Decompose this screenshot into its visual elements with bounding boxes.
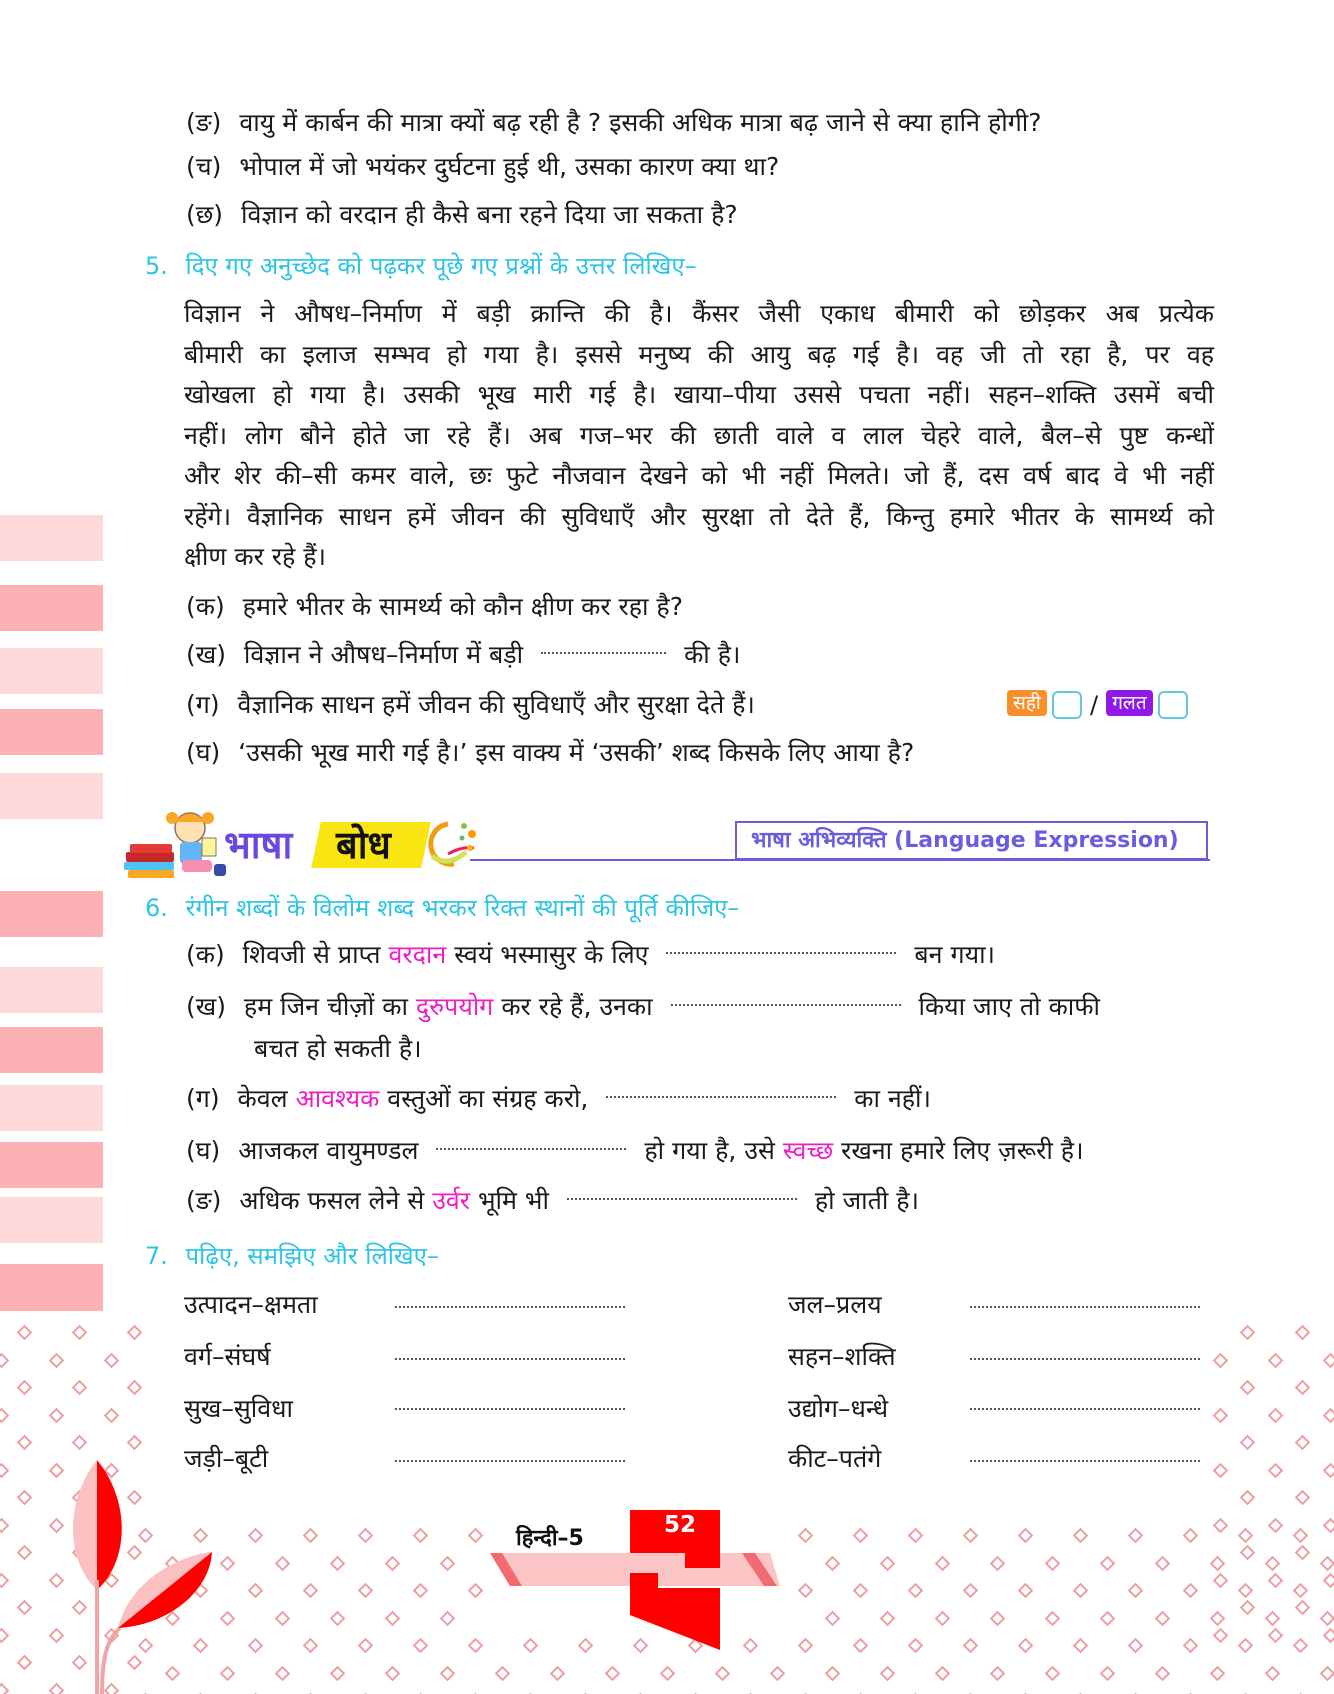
compound-word: जल–प्रलय	[788, 1290, 882, 1319]
diamond-dot	[0, 1517, 9, 1533]
answer-blank-input[interactable]	[395, 1296, 625, 1308]
item-text: रखना हमारे लिए ज़रूरी है।	[841, 1136, 1084, 1165]
diamond-dot	[1155, 1555, 1171, 1571]
item-text: विज्ञान ने औषध–निर्माण में बड़ी	[243, 640, 524, 669]
item-text: विज्ञान को वरदान ही कैसे बना रहने दिया जा सकता है?	[241, 200, 738, 229]
girl-reading-books-icon	[122, 800, 232, 880]
item-text: बन गया।	[914, 940, 996, 969]
question-item	[186, 150, 779, 184]
item-text: हो गया है, उसे	[644, 1136, 775, 1165]
item-text: की है।	[684, 640, 741, 669]
question-instruction: रंगीन शब्दों के विलोम शब्द भरकर रिक्त स्थानों की पूर्ति कीजिए–	[185, 894, 740, 922]
question-item	[186, 198, 738, 232]
answer-blank-input[interactable]	[970, 1450, 1200, 1462]
highlighted-word: उर्वर	[432, 1186, 471, 1215]
banner-word-bhasha: भाषा	[224, 823, 293, 867]
diamond-dot	[1240, 1380, 1256, 1396]
diamond-dot	[330, 1665, 346, 1681]
diamond-dot	[17, 1435, 33, 1451]
passage-line: विज्ञान ने औषध–निर्माण में बड़ी क्रान्ति की है। कैंसर जैसी एकाध बीमारी को छोड़कर अब प्रत्येक	[184, 299, 1214, 328]
diamond-dot	[798, 1638, 814, 1654]
item-text: भोपाल में जो भयंकर दुर्घटना हुई थी, उसका कारण क्या था?	[239, 152, 780, 181]
diamond-dot	[0, 1407, 9, 1423]
diamond-dot	[1155, 1665, 1171, 1681]
diamond-dot	[1295, 1490, 1311, 1506]
diamond-dot	[0, 1352, 9, 1368]
diamond-dot	[0, 1572, 9, 1588]
page-number: 52	[663, 1512, 696, 1538]
diamond-dot	[1268, 1352, 1284, 1368]
diamond-dot	[935, 1555, 951, 1571]
banner-word-bodh: बोध	[336, 823, 391, 867]
diamond-dot	[1210, 1610, 1226, 1626]
diamond-dot	[72, 1325, 88, 1341]
item-label: (घ)	[186, 738, 221, 767]
fill-blank-input[interactable]	[606, 1086, 836, 1098]
diamond-dot	[1018, 1528, 1034, 1544]
item-text: शिवजी से प्राप्त	[242, 940, 381, 969]
item-text: वस्तुओं का संग्रह करो,	[387, 1084, 589, 1113]
diamond-dot	[104, 1352, 120, 1368]
diamond-dot	[413, 1583, 429, 1599]
diamond-dot	[1213, 1407, 1229, 1423]
diamond-dot	[963, 1528, 979, 1544]
diamond-dot	[0, 1462, 9, 1478]
item-text: भूमि भी	[477, 1186, 549, 1215]
question-item	[186, 590, 683, 624]
diamond-dot	[798, 1583, 814, 1599]
diamond-dot	[990, 1665, 1006, 1681]
diamond-dot	[550, 1665, 566, 1681]
diamond-dot	[1323, 1517, 1334, 1533]
diamond-dot	[1073, 1583, 1089, 1599]
diamond-dot	[17, 1600, 33, 1616]
diamond-dot	[1128, 1583, 1144, 1599]
diamond-dot	[770, 1665, 786, 1681]
diamond-dot	[303, 1583, 319, 1599]
diamond-dot	[1268, 1572, 1284, 1588]
highlighted-word: दुरुपयोग	[415, 992, 494, 1021]
diamond-dot	[935, 1610, 951, 1626]
diamond-dot	[908, 1638, 924, 1654]
section-title-language-expression: भाषा अभिव्यक्ति (Language Expression)	[735, 821, 1208, 860]
question-number: 5.	[145, 252, 168, 280]
diamond-dot	[1183, 1528, 1199, 1544]
highlighted-word: आवश्यक	[295, 1084, 380, 1113]
diamond-dot	[303, 1638, 319, 1654]
false-label: गलत	[1106, 690, 1152, 716]
answer-blank-input[interactable]	[395, 1348, 625, 1360]
diamond-dot	[1018, 1638, 1034, 1654]
passage-line: और शेर की–सी कमर वाले, छः फुटे नौजवान देखने को भी नहीं मिलते। जो हैं, दस वर्ष बाद वे भी नहीं	[184, 461, 1214, 490]
diamond-dot	[1320, 1665, 1334, 1681]
compound-word: सहन–शक्ति	[788, 1342, 896, 1371]
diamond-dot	[385, 1610, 401, 1626]
diamond-dot	[880, 1610, 896, 1626]
item-continuation: बचत हो सकती है।	[254, 1034, 422, 1063]
question-5-heading	[145, 250, 697, 282]
item-text: का नहीं।	[854, 1084, 932, 1113]
diamond-dot	[1238, 1583, 1254, 1599]
item-label: (ग)	[186, 690, 220, 719]
diamond-dot	[1295, 1600, 1311, 1616]
item-label: (क)	[186, 940, 225, 969]
true-checkbox[interactable]	[1052, 691, 1082, 719]
diamond-dot	[1323, 1462, 1334, 1478]
diamond-dot	[440, 1665, 456, 1681]
answer-blank-input[interactable]	[970, 1296, 1200, 1308]
diamond-dot	[1240, 1600, 1256, 1616]
diamond-dot	[1293, 1638, 1309, 1654]
diamond-dot	[1213, 1627, 1229, 1643]
highlighted-word: स्वच्छ	[782, 1136, 834, 1165]
diamond-dot	[963, 1638, 979, 1654]
question-6-heading	[145, 892, 739, 924]
diamond-dot	[1213, 1352, 1229, 1368]
diamond-dot	[825, 1665, 841, 1681]
diamond-dot	[853, 1638, 869, 1654]
diamond-dot	[17, 1325, 33, 1341]
item-label: (ङ)	[186, 1186, 222, 1215]
diamond-dot	[303, 1528, 319, 1544]
diamond-dot	[1240, 1325, 1256, 1341]
diamond-dot	[1295, 1325, 1311, 1341]
diamond-dot	[72, 1380, 88, 1396]
diamond-dot	[385, 1555, 401, 1571]
diamond-dot	[715, 1665, 731, 1681]
diamond-dot	[1240, 1490, 1256, 1506]
item-text: हो जाती है।	[814, 1186, 920, 1215]
item-label: (ख)	[186, 640, 226, 669]
diamond-dot	[275, 1665, 291, 1681]
diamond-dot	[1073, 1528, 1089, 1544]
compound-word: सुख–सुविधा	[184, 1394, 293, 1423]
diamond-dot	[1295, 1380, 1311, 1396]
diamond-dot	[1240, 1435, 1256, 1451]
question-item	[186, 106, 1042, 140]
passage-line: क्षीण कर रहे हैं।	[184, 542, 326, 571]
question-item	[186, 1082, 931, 1116]
passage-line: खोखला हो गया है। उसकी भूख मारी गई है। खाया–पीया उससे पचता नहीं। सहन–शक्ति उसमें बची	[184, 380, 1214, 409]
compound-word: जड़ी–बूटी	[184, 1444, 269, 1473]
question-item	[186, 1184, 919, 1218]
diamond-dot	[990, 1555, 1006, 1571]
question-item	[186, 638, 740, 672]
question-7-heading	[145, 1240, 439, 1272]
diamond-dot	[798, 1528, 814, 1544]
leaf-plant-icon	[60, 1460, 260, 1694]
diamond-dot	[1320, 1555, 1334, 1571]
diamond-dot	[1268, 1407, 1284, 1423]
answer-blank-input[interactable]	[395, 1450, 625, 1462]
item-label: (छ)	[186, 200, 224, 229]
diamond-dot	[1268, 1627, 1284, 1643]
diamond-dot	[358, 1583, 374, 1599]
diamond-dot	[275, 1610, 291, 1626]
diamond-dot	[17, 1655, 33, 1671]
question-item	[186, 990, 1100, 1024]
separator: /	[1090, 690, 1099, 719]
diamond-dot	[1128, 1638, 1144, 1654]
diamond-dot	[1293, 1583, 1309, 1599]
diamond-dot	[1238, 1638, 1254, 1654]
true-false-selector	[1007, 690, 1188, 719]
item-text: हमारे भीतर के सामर्थ्य को कौन क्षीण कर रहा है?	[242, 592, 683, 621]
diamond-dot	[825, 1610, 841, 1626]
item-text: वायु में कार्बन की मात्रा क्यों बढ़ रही है ? इसकी अधिक मात्रा बढ़ जाने से क्या हानि होगी?	[239, 108, 1042, 137]
question-item	[186, 688, 755, 722]
answer-blank-input[interactable]	[970, 1398, 1200, 1410]
diamond-dot	[1238, 1528, 1254, 1544]
item-text: कर रहे हैं, उनका	[501, 992, 653, 1021]
item-text: स्वयं भस्मासुर के लिए	[454, 940, 649, 969]
diamond-dot	[1100, 1665, 1116, 1681]
diamond-dot	[127, 1325, 143, 1341]
diamond-dot	[1268, 1462, 1284, 1478]
fill-blank-input[interactable]	[666, 942, 896, 954]
diamond-dot	[908, 1583, 924, 1599]
diamond-dot	[990, 1610, 1006, 1626]
item-text: हम जिन चीज़ों का	[243, 992, 408, 1021]
item-label: (च)	[186, 152, 222, 181]
diamond-dot	[495, 1665, 511, 1681]
diamond-dot	[330, 1610, 346, 1626]
item-label: (ग)	[186, 1084, 220, 1113]
diamond-dot	[1320, 1610, 1334, 1626]
passage-line: बीमारी का इलाज सम्भव हो गया है। इससे मनुष्य की आयु बढ़ गई है। वह जी तो रहा है, पर वह	[184, 339, 1214, 369]
fill-blank-input[interactable]	[436, 1138, 626, 1150]
reading-passage	[184, 294, 1214, 578]
diamond-dot	[1100, 1555, 1116, 1571]
diamond-dot	[1293, 1528, 1309, 1544]
fill-blank-input[interactable]	[567, 1188, 797, 1200]
diamond-dot	[127, 1380, 143, 1396]
false-checkbox[interactable]	[1158, 691, 1188, 719]
diamond-dot	[413, 1638, 429, 1654]
diamond-dot	[963, 1583, 979, 1599]
diamond-dot	[1045, 1665, 1061, 1681]
item-label: (ङ)	[186, 108, 222, 137]
item-label: (घ)	[186, 1136, 221, 1165]
diamond-dot	[17, 1545, 33, 1561]
diamond-dot	[358, 1638, 374, 1654]
diamond-dot	[825, 1555, 841, 1571]
diamond-dot	[1045, 1610, 1061, 1626]
item-text: किया जाए तो काफी	[918, 992, 1100, 1021]
item-text: आजकल वायुमण्डल	[238, 1136, 419, 1165]
diamond-dot	[17, 1490, 33, 1506]
question-instruction: पढ़िए, समझिए और लिखिए–	[185, 1242, 439, 1270]
diamond-dot	[1210, 1555, 1226, 1571]
diamond-dot	[49, 1407, 65, 1423]
item-label: (ख)	[186, 992, 226, 1021]
diamond-dot	[1213, 1462, 1229, 1478]
diamond-dot	[853, 1583, 869, 1599]
diamond-dot	[1323, 1352, 1334, 1368]
diamond-dot	[330, 1555, 346, 1571]
compound-word: वर्ग–संघर्ष	[184, 1342, 271, 1371]
diamond-dot	[17, 1380, 33, 1396]
diamond-dot	[385, 1665, 401, 1681]
diamond-dot	[605, 1665, 621, 1681]
diamond-dot	[1183, 1583, 1199, 1599]
diamond-dot	[1240, 1545, 1256, 1561]
diamond-dot	[104, 1407, 120, 1423]
diamond-dot	[853, 1528, 869, 1544]
diamond-dot	[440, 1555, 456, 1571]
question-number: 7.	[145, 1242, 168, 1270]
diamond-dot	[1210, 1665, 1226, 1681]
book-title: हिन्दी–5	[516, 1526, 584, 1551]
answer-blank-input[interactable]	[970, 1348, 1200, 1360]
diamond-dot	[49, 1352, 65, 1368]
item-text: अधिक फसल लेने से	[239, 1186, 425, 1215]
diamond-dot	[0, 1682, 9, 1694]
diamond-dot	[1073, 1638, 1089, 1654]
diamond-dot	[127, 1435, 143, 1451]
diamond-dot	[275, 1555, 291, 1571]
diamond-dot	[1265, 1555, 1281, 1571]
diamond-dot	[1045, 1555, 1061, 1571]
item-text: ‘उसकी भूख मारी गई है।’ इस वाक्य में ‘उसकी’ शब्द किसके लिए आया है?	[238, 738, 915, 767]
diamond-dot	[1213, 1517, 1229, 1533]
question-item	[186, 938, 995, 972]
item-text: वैज्ञानिक साधन हमें जीवन की सुविधाएँ और सुरक्षा देते हैं।	[237, 690, 755, 719]
diamond-dot	[1183, 1638, 1199, 1654]
item-label: (क)	[186, 592, 225, 621]
compound-word: कीट–पतंगे	[788, 1444, 882, 1473]
question-item	[186, 736, 914, 770]
diamond-dot	[1265, 1610, 1281, 1626]
diamond-dot	[660, 1665, 676, 1681]
diamond-dot	[935, 1665, 951, 1681]
question-item	[186, 1134, 1084, 1168]
compound-word: उत्पादन–क्षमता	[184, 1290, 318, 1319]
diamond-dot	[358, 1528, 374, 1544]
question-number: 6.	[145, 894, 168, 922]
diamond-dot	[0, 1627, 9, 1643]
diamond-dot	[1265, 1665, 1281, 1681]
question-instruction: दिए गए अनुच्छेद को पढ़कर पूछे गए प्रश्नों के उत्तर लिखिए–	[185, 252, 697, 280]
diamond-dot	[72, 1435, 88, 1451]
compound-word: उद्योग–धन्धे	[788, 1394, 889, 1423]
passage-line: नहीं। लोग बौने होते जा रहे हैं। अब गज–भर की छाती वाले व लाल चेहरे वाले, बैल–से पुष्ट कन्धों	[184, 420, 1214, 450]
diamond-dot	[1213, 1572, 1229, 1588]
diamond-dot	[413, 1528, 429, 1544]
diamond-dot	[880, 1555, 896, 1571]
diamond-dot	[1018, 1583, 1034, 1599]
diamond-dot	[1295, 1545, 1311, 1561]
true-label: सही	[1007, 690, 1047, 716]
diamond-dot	[1128, 1528, 1144, 1544]
fill-blank-input[interactable]	[671, 994, 901, 1006]
diamond-dot	[1100, 1610, 1116, 1626]
diamond-dot	[1323, 1572, 1334, 1588]
diamond-dot	[1323, 1407, 1334, 1423]
diamond-dot	[880, 1665, 896, 1681]
diamond-dot	[1323, 1627, 1334, 1643]
diamond-dot	[440, 1610, 456, 1626]
highlighted-word: वरदान	[388, 940, 447, 969]
passage-line: रहेंगे। वैज्ञानिक साधन हमें जीवन की सुविधाएँ और सुरक्षा तो देते हैं, किन्तु हमारे भीतर के सामर्थ्य को	[184, 501, 1214, 531]
diamond-dot	[908, 1528, 924, 1544]
diamond-dot	[1268, 1517, 1284, 1533]
answer-blank-input[interactable]	[395, 1398, 625, 1410]
fill-blank-input[interactable]	[541, 642, 666, 654]
swirl-decoration-icon	[418, 816, 478, 872]
diamond-dot	[1295, 1435, 1311, 1451]
diamond-dot	[1155, 1610, 1171, 1626]
item-text: केवल	[237, 1084, 288, 1113]
